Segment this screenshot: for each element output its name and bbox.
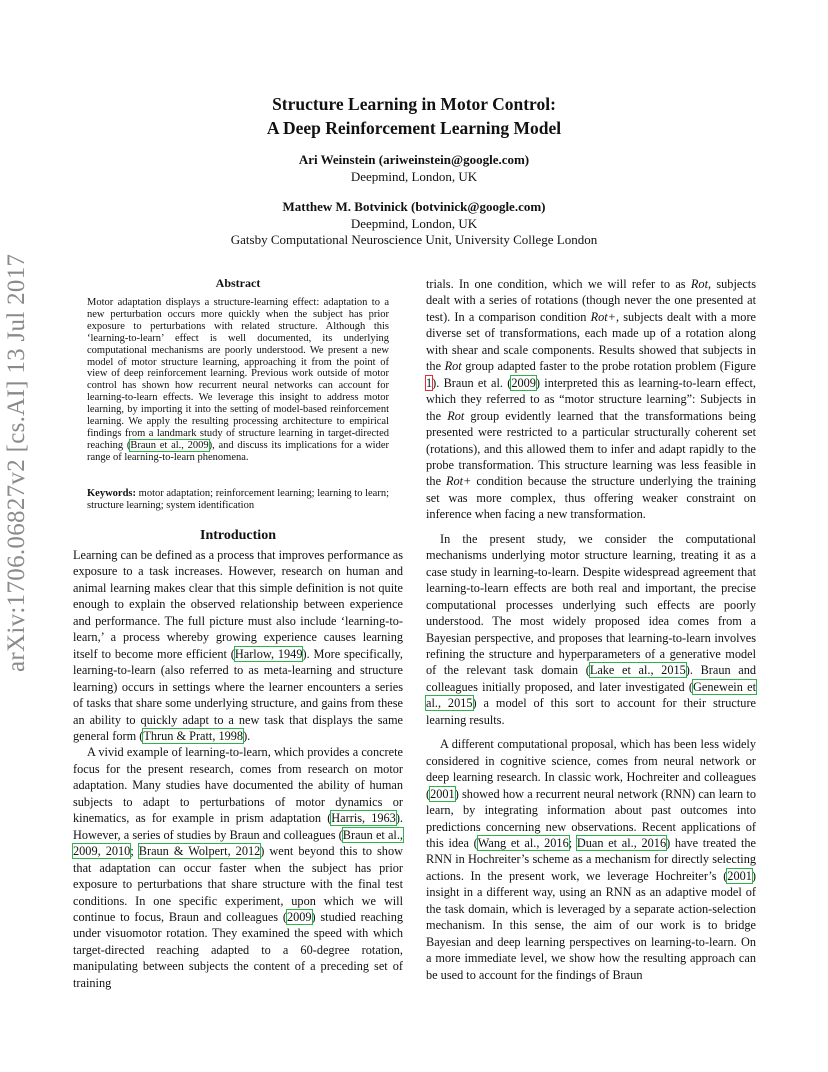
citation-link[interactable]: Braun et al., 2009 bbox=[130, 439, 209, 451]
keywords: Keywords: motor adaptation; reinforcement learning; learning to learn; structure learning; system identification bbox=[87, 488, 389, 511]
citation-link[interactable]: Lake et al., 2015 bbox=[589, 663, 686, 678]
abstract-body: Motor adaptation displays a structure-learning effect: adaptation to a new perturbation occurs more quickly when the subject has prior exposure to perturbations with related structure. Although this ‘learning-to-learn’ effect is well documented, its underlying computational mechanisms are poorly understood. We present a new model of motor structure learning, approaching it from the point of view of deep reinforcement learning. Previous work outside of motor control has shown how recurrent neural networks can account for learning-to-learn effects. We leverage this insight to address motor learning, by importing it into the setting of model-based reinforcement learning. We apply the resulting processing architecture to empirical findings from a landmark study of structure learning in target-directed reaching (Braun et al., 2009), and discuss its implications for a wider range of learning-to-learn phenomena. bbox=[87, 297, 389, 463]
citation-link[interactable]: Braun & Wolpert, 2012 bbox=[138, 844, 261, 859]
author-2-affiliation-1: Deepmind, London, UK bbox=[350, 216, 478, 231]
author-1-name: Ari Weinstein (ariweinstein@google.com) bbox=[298, 152, 530, 167]
figure-ref-link[interactable]: 1 bbox=[426, 375, 433, 390]
citation-link[interactable]: Wang et al., 2016 bbox=[477, 835, 569, 850]
citation-link[interactable]: 2001 bbox=[430, 786, 455, 801]
citation-link[interactable]: 2009 bbox=[286, 909, 312, 924]
citation-link[interactable]: Braun et al., 2009, 2010 bbox=[73, 827, 403, 859]
citation-link[interactable]: Genewein et al., 2015 bbox=[426, 679, 757, 711]
citation-link[interactable]: 2009 bbox=[511, 375, 536, 390]
intro-paragraph-1: Learning can be defined as a process that improves performance as exposure to a task increases. However, research on human and animal learning makes clear that this simple definition is not quite enough to explain the observed relationship between experience and performance. The full picture must also include ‘learning-to-learn,’ a process whereby growing experience causes learning itself to become more efficient (Harlow, 1949). More specifically, learning-to-learn (also referred to as meta-learning and structure learning) occurs in settings where the learner encounters a series of tasks that share some underlying structure, and gains from these an ability to quickly adapt to a new task that displays the same general form (Thrun & Pratt, 1998). bbox=[73, 548, 403, 743]
introduction-heading: Introduction bbox=[200, 528, 276, 543]
citation-link[interactable]: 2001 bbox=[727, 868, 752, 883]
right-paragraph-2: In the present study, we consider the computational mechanisms underlying motor structure learning, treating it as a case study in learning-to-learn. Despite widespread agreement that learning-to-learn effects are both real and important, the precise computational processes underlying such effects are poorly understood. The most widely proposed idea comes from a Bayesian perspective, and proposes that learning-to-learn involves refining the structure and hyperparameters of a generative model of the relevant task domain (Lake et al., 2015). Braun and colleagues initially proposed, and later investigated (Genewein et al., 2015) a model of this sort to account for their structure learning results. bbox=[426, 531, 757, 727]
keywords-label: Keywords: bbox=[87, 488, 136, 499]
right-column bbox=[426, 276, 756, 983]
arxiv-stamp: arXiv:1706.06827v2 [cs.AI] 13 Jul 2017 bbox=[3, 253, 30, 672]
author-2-name: Matthew M. Botvinick (botvinick@google.com) bbox=[282, 199, 546, 214]
left-column bbox=[73, 547, 403, 991]
paper-title-line-1: Structure Learning in Motor Control: bbox=[272, 94, 556, 114]
author-1-affiliation: Deepmind, London, UK bbox=[350, 169, 478, 184]
intro-paragraph-2: A vivid example of learning-to-learn, which provides a concrete focus for the present research, comes from research on motor adaptation. Many studies have documented the ability of human subjects to adapt to perturbations of motor dynamics or kinematics, as for example in prism adaptation (Harris, 1963). However, a series of studies by Braun and colleagues (Braun et al., 2009, 2010; Braun & Wolpert, 2012) went beyond this to show that adaptation can occur faster when the subject has prior exposure to perturbations that share structure with the final test conditions. In one specific experiment, upon which we will continue to focus, Braun and colleagues (2009) studied reaching under visuomotor rotation. They examined the speed with which target-directed reaching adapted to a 60-degree rotation, manipulating between subjects the content of a preceding set of training bbox=[73, 745, 403, 990]
right-paragraph-1: trials. In one condition, which we will refer to as Rot, subjects dealt with a series of rotations (though never the one presented at test). In a comparison condition Rot+, subjects dealt with a more diverse set of transformations, each made up of a rotation along with shear and scale components. Results showed that subjects in the Rot group adapted faster to the probe rotation problem (Figure 1). Braun et al. (2009) interpreted this as learning-to-learn effect, which they referred to as “motor structure learning”: Subjects in the Rot group evidently learned that the transformations being presented were restricted to a particular structurally coherent set (rotations), and this allowed them to infer and adapt rapidly to the probe transformation. This structure learning was less feasible in the Rot+ condition because the structure underlying the training set was more complex, thus offering weaker constraint on inference when facing a new transformation. bbox=[426, 277, 757, 522]
citation-link[interactable]: Duan et al., 2016 bbox=[576, 835, 667, 850]
paper-title-line-2: A Deep Reinforcement Learning Model bbox=[266, 118, 562, 138]
right-paragraph-3: A different computational proposal, which has been less widely considered in cognitive science, comes from neural network or deep learning research. In classic work, Hochreiter and colleagues (2001) showed how a recurrent neural network (RNN) can learn to learn, by integrating information about past outcomes into predictions concerning new observations. Recent applications of this idea (Wang et al., 2016; Duan et al., 2016) have treated the RNN in Hochreiter’s scheme as a mechanism for directly selecting actions. In the present work, we leverage Hochreiter’s (2001) insight in a different way, using an RNN as an adaptive model of the task domain, which is leveraged by a separate action-selection mechanism. In this sense, the aim of our work is to bridge Bayesian and deep learning perspectives on learning-to-learn. On a more immediate level, we show how the resulting approach can be used to account for the findings of Braun bbox=[426, 737, 756, 982]
citation-link[interactable]: Harris, 1963 bbox=[331, 811, 396, 826]
author-2-affiliation-2: Gatsby Computational Neuroscience Unit, University College London bbox=[230, 232, 598, 247]
citation-link[interactable]: Thrun & Pratt, 1998 bbox=[143, 728, 244, 743]
abstract-heading: Abstract bbox=[215, 276, 261, 290]
citation-link[interactable]: Harlow, 1949 bbox=[234, 646, 303, 661]
